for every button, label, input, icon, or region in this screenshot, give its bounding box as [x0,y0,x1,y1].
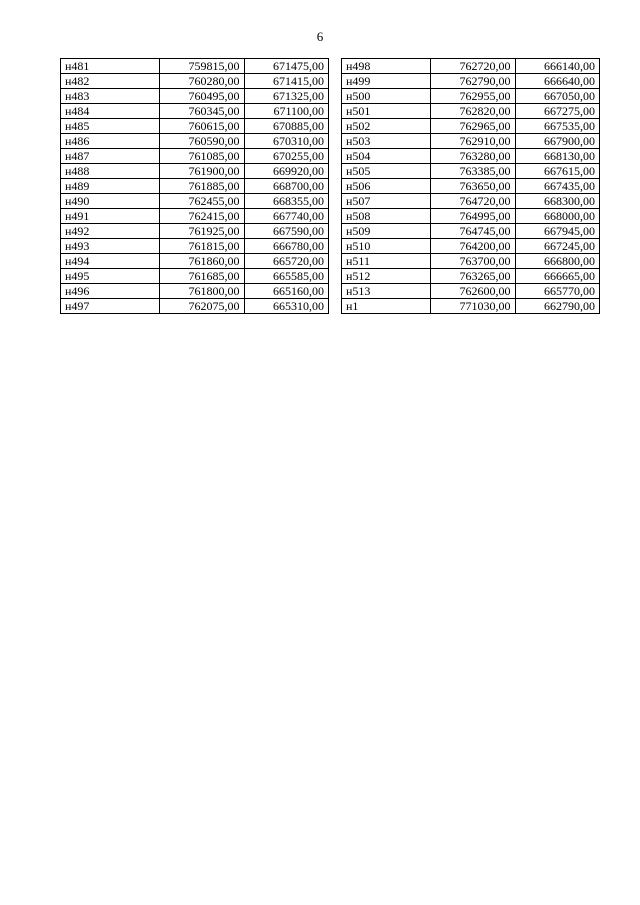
coordinates-table [60,58,600,314]
point-id-cell: н484 [61,104,160,119]
y-coordinate-cell: 665585,00 [244,269,329,284]
point-id-cell: н496 [61,284,160,299]
point-id-cell: н513 [342,284,431,299]
point-id-cell: н1 [342,299,431,314]
table-row [61,164,600,179]
point-id-cell: н501 [342,104,431,119]
column-gap [329,149,342,164]
column-gap [329,119,342,134]
point-id-cell: н491 [61,209,160,224]
x-coordinate-cell: 771030,00 [431,299,516,314]
x-coordinate-cell: 762720,00 [431,59,516,74]
y-coordinate-cell: 668300,00 [515,194,600,209]
y-coordinate-cell: 671100,00 [244,104,329,119]
point-id-cell: н482 [61,74,160,89]
y-coordinate-cell: 667245,00 [515,239,600,254]
y-coordinate-cell: 666665,00 [515,269,600,284]
point-id-cell: н485 [61,119,160,134]
y-coordinate-cell: 667615,00 [515,164,600,179]
column-gap [329,134,342,149]
x-coordinate-cell: 760615,00 [160,119,245,134]
column-gap [329,89,342,104]
point-id-cell: н500 [342,89,431,104]
x-coordinate-cell: 761815,00 [160,239,245,254]
x-coordinate-cell: 760590,00 [160,134,245,149]
table-row [61,74,600,89]
point-id-cell: н493 [61,239,160,254]
y-coordinate-cell: 662790,00 [515,299,600,314]
x-coordinate-cell: 763280,00 [431,149,516,164]
y-coordinate-cell: 666780,00 [244,239,329,254]
table-row [61,209,600,224]
table-row [61,104,600,119]
y-coordinate-cell: 671325,00 [244,89,329,104]
y-coordinate-cell: 667275,00 [515,104,600,119]
x-coordinate-cell: 764720,00 [431,194,516,209]
x-coordinate-cell: 761925,00 [160,224,245,239]
table-row [61,134,600,149]
x-coordinate-cell: 762455,00 [160,194,245,209]
table-row [61,239,600,254]
y-coordinate-cell: 667050,00 [515,89,600,104]
y-coordinate-cell: 668355,00 [244,194,329,209]
coordinates-table-body [61,59,600,314]
page-number: 6 [316,29,324,44]
table-row [61,119,600,134]
point-id-cell: н499 [342,74,431,89]
column-gap [329,194,342,209]
y-coordinate-cell: 667900,00 [515,134,600,149]
point-id-cell: н489 [61,179,160,194]
y-coordinate-cell: 665720,00 [244,254,329,269]
point-id-cell: н505 [342,164,431,179]
table-row [61,299,600,314]
y-coordinate-cell: 666640,00 [515,74,600,89]
x-coordinate-cell: 760280,00 [160,74,245,89]
point-id-cell: н488 [61,164,160,179]
point-id-cell: н495 [61,269,160,284]
point-id-cell: н506 [342,179,431,194]
y-coordinate-cell: 671415,00 [244,74,329,89]
table-row [61,179,600,194]
table-row [61,89,600,104]
x-coordinate-cell: 762790,00 [431,74,516,89]
y-coordinate-cell: 667435,00 [515,179,600,194]
x-coordinate-cell: 761685,00 [160,269,245,284]
point-id-cell: н498 [342,59,431,74]
y-coordinate-cell: 670310,00 [244,134,329,149]
y-coordinate-cell: 670885,00 [244,119,329,134]
y-coordinate-cell: 668700,00 [244,179,329,194]
x-coordinate-cell: 762075,00 [160,299,245,314]
x-coordinate-cell: 762910,00 [431,134,516,149]
point-id-cell: н497 [61,299,160,314]
y-coordinate-cell: 668130,00 [515,149,600,164]
y-coordinate-cell: 667535,00 [515,119,600,134]
table-row [61,254,600,269]
point-id-cell: н508 [342,209,431,224]
column-gap [329,224,342,239]
x-coordinate-cell: 761860,00 [160,254,245,269]
table-row [61,194,600,209]
x-coordinate-cell: 762600,00 [431,284,516,299]
column-gap [329,104,342,119]
y-coordinate-cell: 671475,00 [244,59,329,74]
x-coordinate-cell: 763700,00 [431,254,516,269]
column-gap [329,59,342,74]
x-coordinate-cell: 760345,00 [160,104,245,119]
point-id-cell: н511 [342,254,431,269]
y-coordinate-cell: 670255,00 [244,149,329,164]
table-row [61,224,600,239]
column-gap [329,284,342,299]
point-id-cell: н510 [342,239,431,254]
point-id-cell: н487 [61,149,160,164]
x-coordinate-cell: 761800,00 [160,284,245,299]
point-id-cell: н509 [342,224,431,239]
point-id-cell: н512 [342,269,431,284]
point-id-cell: н490 [61,194,160,209]
x-coordinate-cell: 763265,00 [431,269,516,284]
y-coordinate-cell: 666800,00 [515,254,600,269]
x-coordinate-cell: 760495,00 [160,89,245,104]
x-coordinate-cell: 762415,00 [160,209,245,224]
y-coordinate-cell: 667945,00 [515,224,600,239]
point-id-cell: н502 [342,119,431,134]
point-id-cell: н507 [342,194,431,209]
table-row [61,269,600,284]
column-gap [329,254,342,269]
column-gap [329,239,342,254]
x-coordinate-cell: 761900,00 [160,164,245,179]
y-coordinate-cell: 667590,00 [244,224,329,239]
column-gap [329,179,342,194]
point-id-cell: н492 [61,224,160,239]
x-coordinate-cell: 763650,00 [431,179,516,194]
column-gap [329,74,342,89]
x-coordinate-cell: 763385,00 [431,164,516,179]
point-id-cell: н504 [342,149,431,164]
y-coordinate-cell: 665770,00 [515,284,600,299]
x-coordinate-cell: 761085,00 [160,149,245,164]
y-coordinate-cell: 666140,00 [515,59,600,74]
table-row [61,59,600,74]
y-coordinate-cell: 669920,00 [244,164,329,179]
y-coordinate-cell: 668000,00 [515,209,600,224]
point-id-cell: н494 [61,254,160,269]
column-gap [329,209,342,224]
x-coordinate-cell: 762955,00 [431,89,516,104]
y-coordinate-cell: 667740,00 [244,209,329,224]
table-row [61,284,600,299]
point-id-cell: н483 [61,89,160,104]
x-coordinate-cell: 764995,00 [431,209,516,224]
x-coordinate-cell: 762820,00 [431,104,516,119]
column-gap [329,269,342,284]
x-coordinate-cell: 764200,00 [431,239,516,254]
column-gap [329,164,342,179]
x-coordinate-cell: 759815,00 [160,59,245,74]
x-coordinate-cell: 761885,00 [160,179,245,194]
y-coordinate-cell: 665310,00 [244,299,329,314]
column-gap [329,299,342,314]
point-id-cell: н481 [61,59,160,74]
point-id-cell: н503 [342,134,431,149]
y-coordinate-cell: 665160,00 [244,284,329,299]
point-id-cell: н486 [61,134,160,149]
table-row [61,149,600,164]
x-coordinate-cell: 764745,00 [431,224,516,239]
x-coordinate-cell: 762965,00 [431,119,516,134]
